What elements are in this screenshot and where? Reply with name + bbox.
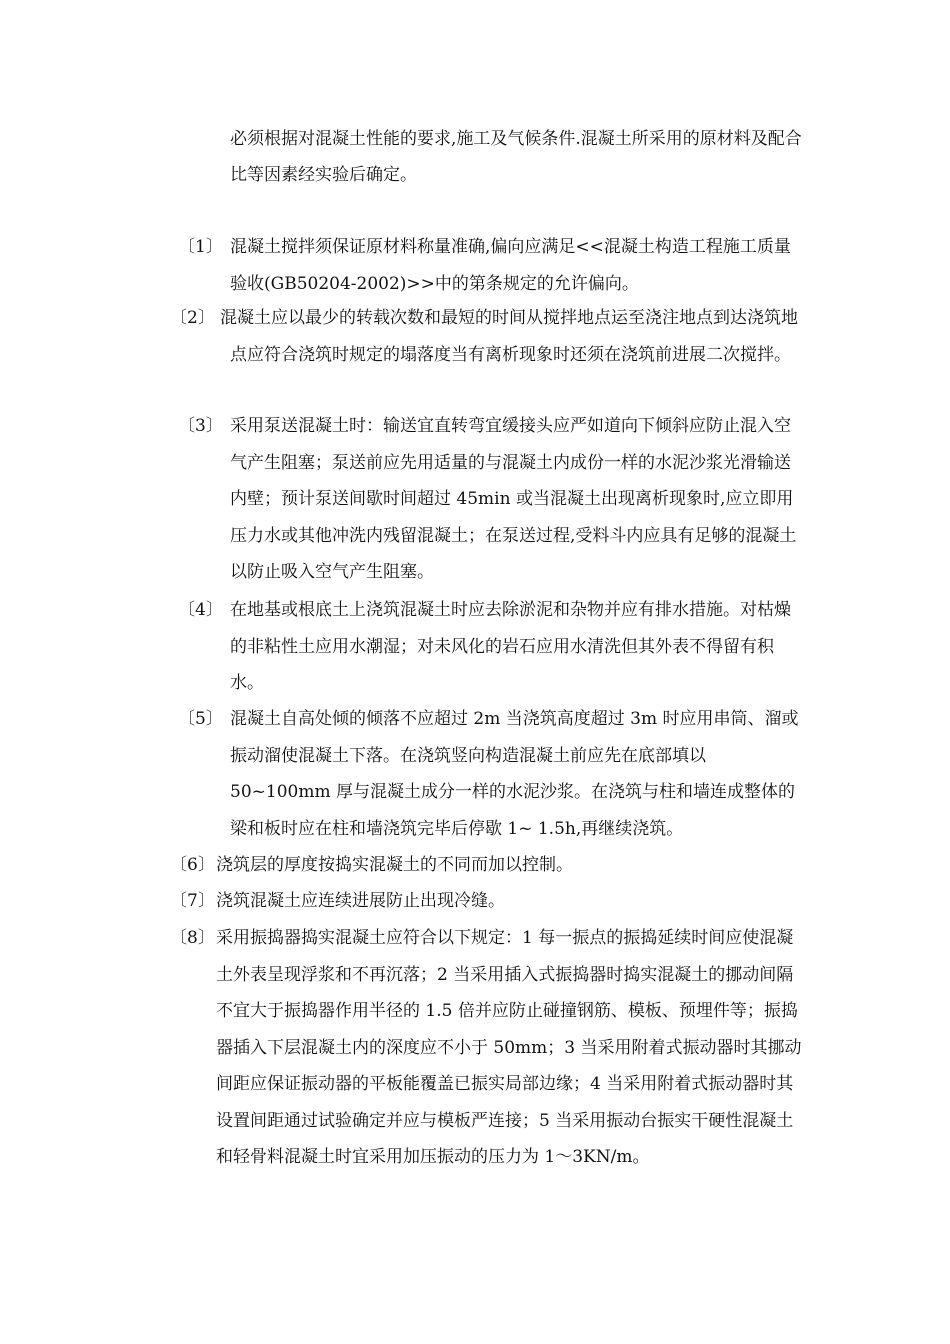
item-text: 采用泵送混凝土时：输送宜直转弯宜缓接头应严如道向下倾斜应防止混入空气产生阻塞；泵送前应先用适量的与混凝土内成份一样的水泥沙浆光滑输送内壁；预计泵送间歇时间超过 45min 或当混凝土出现离析现象时,应立即用压力水或其他冲洗内残留混凝土；在泵送过程,受料斗内应具有足够的混凝土以防止吸入空气产生阻塞。 bbox=[230, 416, 797, 582]
intro-paragraph: 必须根据对混凝土性能的要求,施工及气候条件.混凝土所采用的原材料及配合比等因素经实验后确定。 bbox=[230, 129, 802, 185]
item-number: 〔4〕 bbox=[178, 600, 223, 620]
item-number: 〔3〕 bbox=[178, 416, 223, 436]
item-text: 在地基或根底土上浇筑混凝土时应去除淤泥和杂物并应有排水措施。对枯燥的非粘性土应用水潮湿；对未风化的岩石应用水清洗但其外表不得留有积水。 bbox=[230, 600, 791, 693]
item-text: 浇筑层的厚度按捣实混凝土的不同而加以控制。 bbox=[216, 855, 573, 875]
item-number: 〔7〕 bbox=[170, 891, 215, 911]
item-text: 浇筑混凝土应连续进展防止出现冷缝。 bbox=[216, 891, 505, 911]
item-number: 〔1〕 bbox=[178, 237, 223, 257]
item-text: 采用振捣器捣实混凝土应符合以下规定：1 每一振点的振捣延续时间应使混凝土外表呈现浮浆和不再沉落；2 当采用插入式振捣器时捣实混凝土的挪动间隔 不宜大于振捣器作用半径的 1.5 倍并应防止碰撞钢筋、模板、预埋件等；振捣器插入下层混凝土内的深度应不小于 50mm；3 当采用附着式振动器时其挪动间距应保证振动器的平板能覆盖已振实局部边缘；4 当采用附着式振动器时其设置间距通过试验确定并应与模板严连接；5 当采用振动台振实干硬性混凝土和轻骨料混凝土时宜采用加压振动的压力为 1～3KN/m。 bbox=[216, 928, 802, 1167]
item-number: 〔8〕 bbox=[170, 928, 215, 948]
item-text: 混凝土搅拌须保证原材料称量准确,偏向应满足<<混凝土构造工程施工质量验收(GB50204-2002)>>中的第条规定的允许偏向。 bbox=[230, 237, 791, 294]
item-number: 〔6〕 bbox=[170, 855, 215, 875]
item-number: 〔5〕 bbox=[178, 709, 223, 729]
item-number: 〔2〕 bbox=[170, 308, 215, 328]
item-text: 混凝土应以最少的转载次数和最短的时间从搅拌地点运至浇注地点到达浇筑地点应符合浇筑时规定的塌落度当有离析现象时还须在浇筑前进展二次搅拌。 bbox=[220, 308, 798, 365]
item-text: 混凝土自高处倾的倾落不应超过 2m 当浇筑高度超过 3m 时应用串筒、溜或振动溜使混凝土下落。在浇筑竖向构造混凝土前应先在底部填以 50~100mm 厚与混凝土成分一样的水泥沙浆。在浇筑与柱和墙连成整体的梁和板时应在柱和墙浇筑完毕后停歇 1~ 1.5h,再继续浇筑。 bbox=[230, 709, 799, 839]
